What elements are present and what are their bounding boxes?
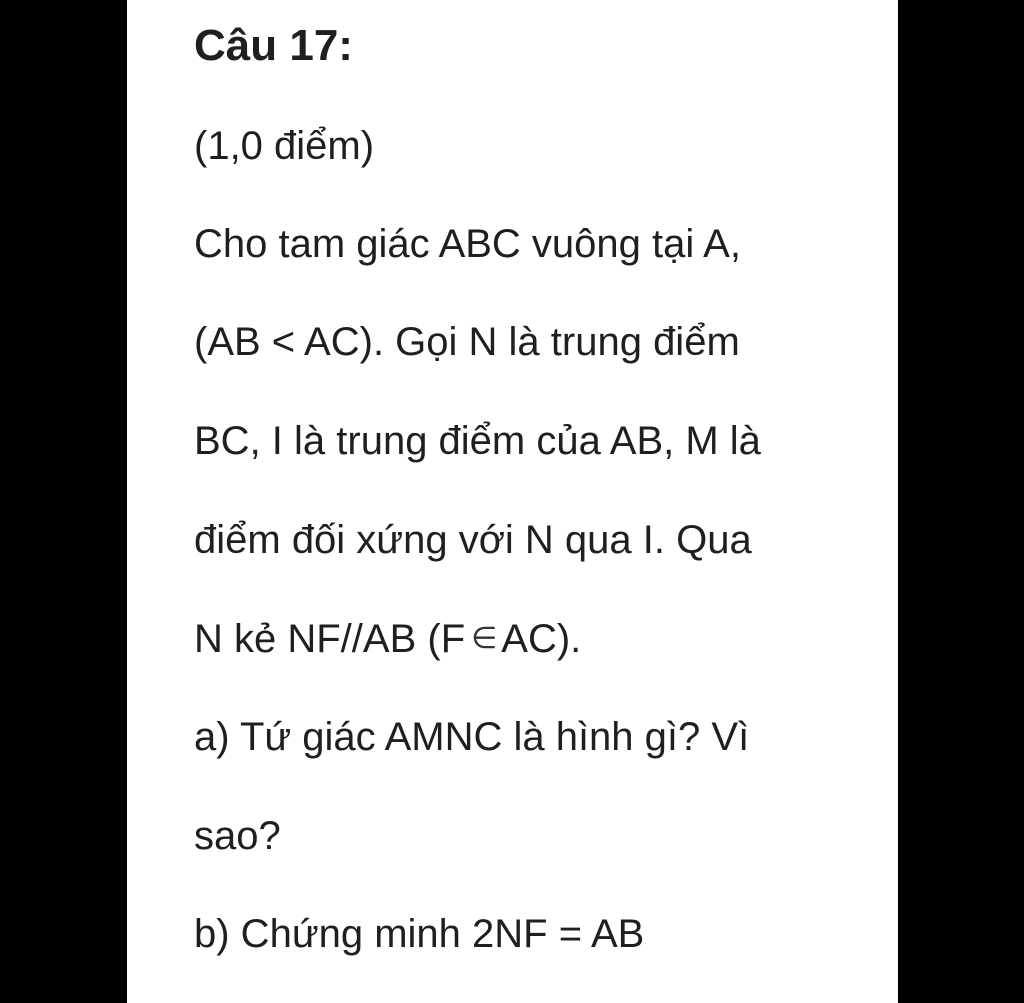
document-page — [127, 0, 898, 1003]
last-line-text: N kẻ NF//AB (F — [194, 617, 466, 661]
question-body-line: (AB < AC). Gọi N là trung điểm — [194, 320, 740, 364]
question-body-line: điểm đối xứng với N qua I. Qua — [194, 518, 752, 562]
part-b-line: b) Chứng minh 2NF = AB — [194, 912, 645, 956]
part-a-line: a) Tứ giác AMNC là hình gì? Vì — [194, 715, 750, 759]
question-body-line: Cho tam giác ABC vuông tại A, — [194, 222, 741, 266]
question-points: (1,0 điểm) — [194, 124, 375, 168]
last-line-text-end: AC). — [501, 617, 582, 661]
question-body-last-line — [194, 615, 581, 663]
part-a-line: sao? — [194, 814, 281, 858]
question-body-line: BC, I là trung điểm của AB, M là — [194, 419, 761, 463]
element-of-symbol: ∈ — [471, 622, 498, 655]
question-title: Câu 17: — [194, 21, 353, 70]
